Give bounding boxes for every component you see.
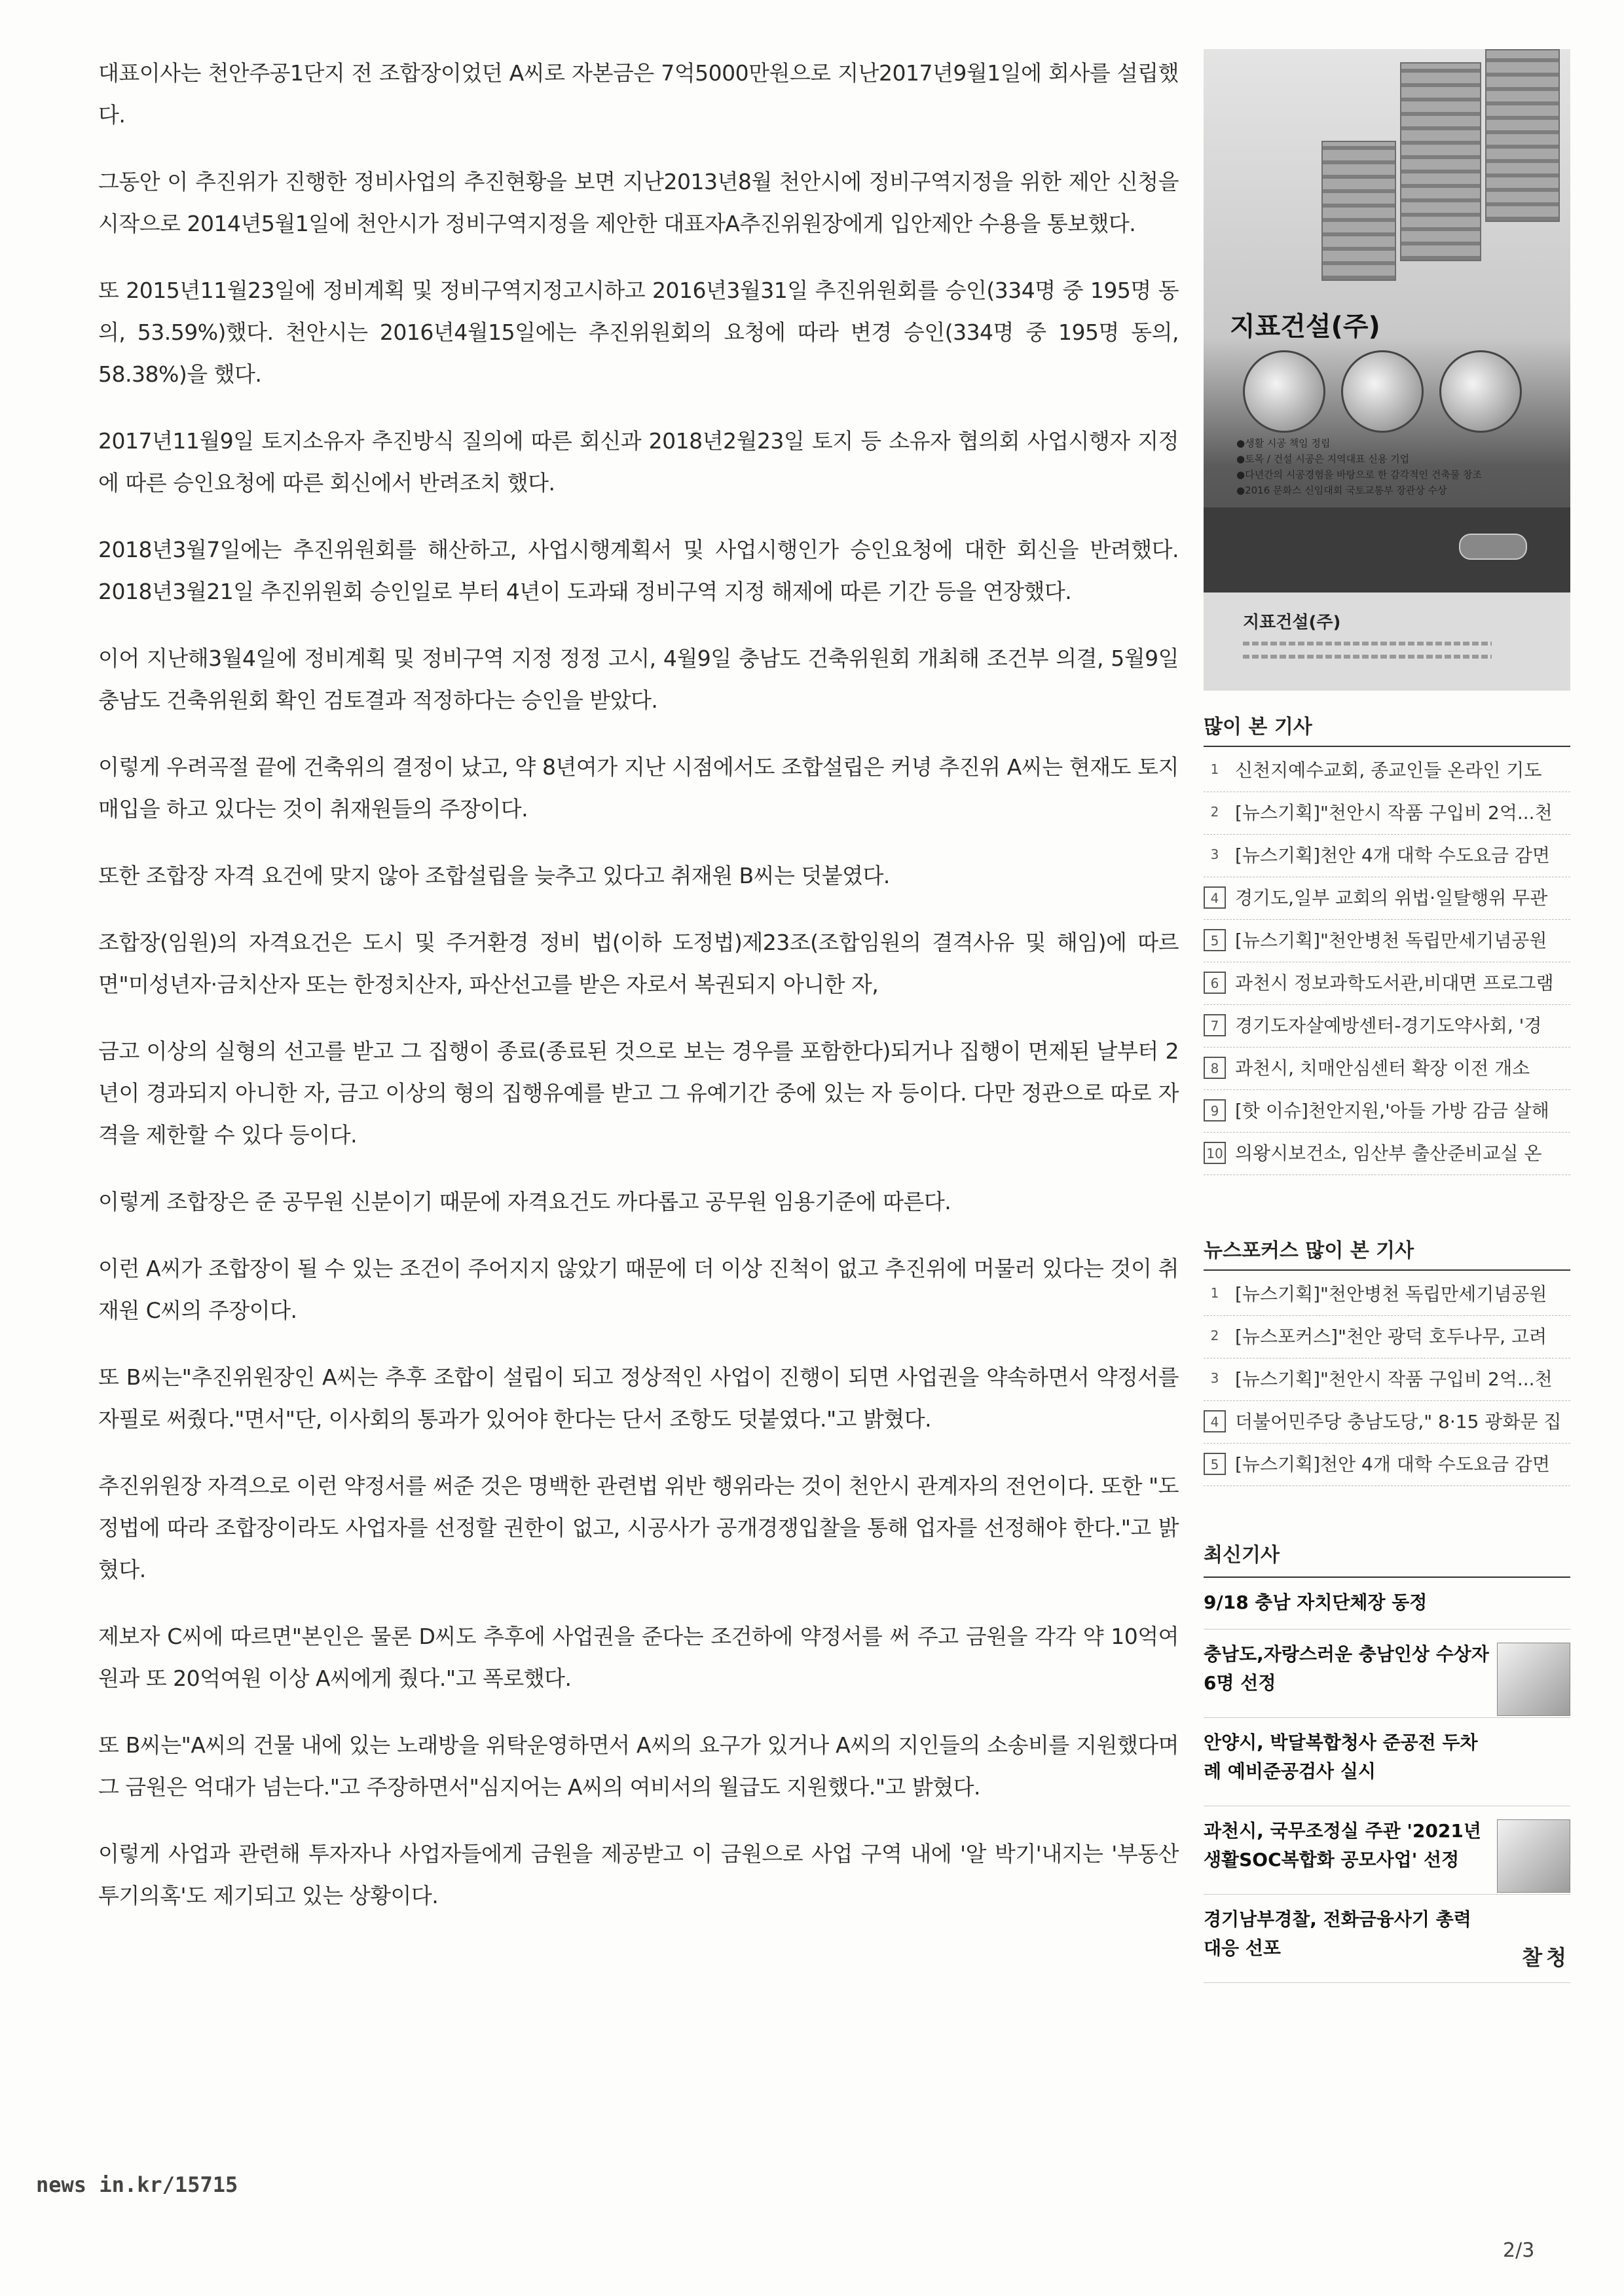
latest-item[interactable] — [1204, 1806, 1570, 1895]
article-paragraph: 조합장(임원)의 자격요건은 도시 및 주거환경 정비 법(이하 도정법)제23조(조합임원의 결격사유 및 해임)에 따르면"미성년자·금치산자 또는 한정치산자, 파산선고를 받은 자로서 복권되지 아니한 자, — [98, 930, 1179, 997]
list-item-title: [뉴스기획]천안 4개 대학 수도요금 감면 — [1235, 845, 1550, 866]
advertisement-banner[interactable] — [1204, 49, 1570, 691]
ad-footer-line — [1243, 642, 1492, 646]
article-paragraph: 2018년3월7일에는 추진위원회를 해산하고, 사업시행계획서 및 사업시행인가 승인요청에 대한 회신을 반려했다. 2018년3월21일 추진위원회 승인일로 부터 4년이 도과돼 정비구역 지정 해제에 따른 기간 등을 연장했다. — [98, 537, 1179, 604]
rank-number: 7 — [1204, 1014, 1226, 1036]
list-item[interactable] — [1204, 877, 1570, 920]
latest-item-title: 충남도,자랑스러운 충남인상 수상자 6명 선정 — [1204, 1643, 1489, 1694]
list-item-title: [뉴스기획]천안 4개 대학 수도요금 감면 — [1235, 1453, 1550, 1475]
building-image — [1400, 62, 1481, 261]
rank-number: 3 — [1210, 847, 1219, 862]
article-paragraph: 대표이사는 천안주공1단지 전 조합장이었던 A씨로 자본금은 7억5000만원으로 지난2017년9월1일에 회사를 설립했다. — [98, 60, 1179, 128]
article-paragraph: 또 B씨는"A씨의 건물 내에 있는 노래방을 위탁운영하면서 A씨의 요구가 있거나 A씨의 지인들의 소송비를 지원했다며 그 금원은 억대가 넘는다."고 주장하면서"심지어는 A씨의 여비서의 월급도 지원했다."고 밝혔다. — [98, 1732, 1179, 1800]
ad-footer-line — [1243, 655, 1492, 659]
latest-item-title: 9/18 충남 자치단체장 동정 — [1204, 1592, 1428, 1613]
rank-number: 5 — [1204, 1453, 1226, 1475]
focus-most-viewed-list — [1204, 1273, 1570, 1486]
ad-circle — [1243, 350, 1325, 433]
list-item[interactable] — [1204, 1005, 1570, 1048]
list-item-title: 과천시, 치매안심센터 확장 이전 개소 — [1235, 1057, 1530, 1079]
latest-thumbnail[interactable] — [1497, 1643, 1570, 1716]
rank-number: 4 — [1204, 886, 1226, 909]
list-item[interactable] — [1204, 1133, 1570, 1175]
list-item[interactable] — [1204, 1401, 1570, 1444]
list-item-title: [뉴스기획]"천안시 작품 구입비 2억...천 — [1235, 1368, 1553, 1390]
rank-number: 4 — [1204, 1410, 1226, 1432]
footer-url: news in.kr/15715 — [36, 2172, 238, 2197]
list-item-title: [핫 이슈]천안지원,'아들 가방 감금 살해 — [1235, 1100, 1549, 1121]
ad-circle — [1439, 350, 1522, 433]
list-item[interactable] — [1204, 835, 1570, 877]
article-paragraph: 금고 이상의 실형의 선고를 받고 그 집행이 종료(종료된 것으로 보는 경우를 포함한다)되거나 집행이 면제된 날부터 2년이 경과되지 아니한 자, 금고 이상의 형의 집행유예를 받고 그 유예기간 중에 있는 자 등이다. 다만 정관으로 따로 자격을 제한할 수 있다 등이다. — [98, 1038, 1179, 1148]
rank-number: 5 — [1204, 929, 1226, 951]
ad-bullet: ●다년간의 시공경험을 바탕으로 한 감각적인 건축물 창조 — [1236, 469, 1482, 481]
rank-number: 3 — [1210, 1370, 1219, 1386]
rank-number: 6 — [1204, 972, 1226, 994]
article-paragraph: 또한 조합장 자격 요건에 맞지 않아 조합설립을 늦추고 있다고 취재원 B씨는 덧붙였다. — [98, 863, 890, 888]
building-image — [1485, 49, 1560, 222]
list-item[interactable] — [1204, 1090, 1570, 1133]
building-image — [1321, 141, 1396, 281]
list-item-title: 과천시 정보과학도서관,비대면 프로그램 — [1235, 972, 1554, 994]
ad-pill-button — [1459, 534, 1527, 560]
ad-bullets — [1236, 435, 1564, 498]
article-body — [98, 52, 1179, 1942]
latest-item[interactable] — [1204, 1630, 1570, 1718]
ad-circle — [1341, 350, 1424, 433]
ad-bullet: ●토목 / 건설 시공은 지역대표 신용 기업 — [1236, 453, 1410, 465]
article-paragraph: 이런 A씨가 조합장이 될 수 있는 조건이 주어지지 않았기 때문에 더 이상 진척이 없고 추진위에 머물러 있다는 것이 취재원 C씨의 주장이다. — [98, 1256, 1179, 1323]
latest-item[interactable] — [1204, 1718, 1570, 1806]
latest-item-title: 안양시, 박달복합청사 준공전 두차례 예비준공검사 실시 — [1204, 1732, 1478, 1782]
article-paragraph: 이어 지난해3월4일에 정비계획 및 정비구역 지정 정정 고시, 4월9일 충남도 건축위원회 개최해 조건부 의결, 5월9일 충남도 건축위원회 확인 검토결과 적정하다는 승인을 받았다. — [98, 646, 1179, 713]
article-paragraph: 제보자 C씨에 따르면"본인은 물론 D씨도 추후에 사업권을 준다는 조건하에 약정서를 써 주고 금원을 각각 약 10억여원과 또 20억여원 이상 A씨에게 줬다."고 폭로했다. — [98, 1624, 1179, 1691]
list-item-title: 경기도자살예방센터-경기도약사회, '경 — [1235, 1015, 1542, 1036]
latest-item-title: 과천시, 국무조정실 주관 '2021년 생활SOC복합화 공모사업' 선정 — [1204, 1820, 1481, 1870]
most-viewed-title: 많이 본 기사 — [1204, 705, 1570, 747]
article-paragraph: 이렇게 사업과 관련해 투자자나 사업자들에게 금원을 제공받고 이 금원으로 사업 구역 내에 '알 박기'내지는 '부동산 투기의혹'도 제기되고 있는 상황이다. — [98, 1841, 1179, 1908]
rank-number: 2 — [1210, 1328, 1219, 1343]
rank-number: 1 — [1210, 1285, 1219, 1301]
ad-bullet: ●생활 시공 책임 정립 — [1236, 437, 1331, 449]
ad-circle-images — [1243, 350, 1531, 429]
latest-item[interactable] — [1204, 1895, 1570, 1983]
list-item-title: 더불어민주당 충남도당," 8·15 광화문 집 — [1235, 1411, 1562, 1432]
rank-number: 2 — [1210, 804, 1219, 820]
article-paragraph: 이렇게 조합장은 준 공무원 신분이기 때문에 자격요건도 까다롭고 공무원 임용기준에 따른다. — [98, 1189, 951, 1214]
list-item[interactable] — [1204, 1048, 1570, 1090]
rank-number: 8 — [1204, 1057, 1226, 1079]
list-item-title: [뉴스기획]"천안병천 독립만세기념공원 — [1235, 930, 1547, 951]
list-item[interactable] — [1204, 750, 1570, 792]
ad-footer-brand: 지표건설(주) — [1243, 613, 1341, 632]
list-item-title: 신천지예수교회, 종교인들 온라인 기도 — [1235, 759, 1542, 781]
list-item[interactable] — [1204, 1273, 1570, 1316]
latest-thumbnail[interactable] — [1497, 1819, 1570, 1893]
list-item[interactable] — [1204, 792, 1570, 835]
article-paragraph: 또 B씨는"추진위원장인 A씨는 추후 조합이 설립이 되고 정상적인 사업이 진행이 되면 사업권을 약속하면서 약정서를 자필로 써줬다."면서"단, 이사회의 통과가 있어야 한다는 단서 조항도 덧붙였다."고 밝혔다. — [98, 1364, 1179, 1432]
latest-item-title: 경기남부경찰, 전화금융사기 총력 대응 선포 — [1204, 1908, 1471, 1959]
latest-thumbnail-text: 찰청 — [1522, 1945, 1570, 1970]
list-item[interactable] — [1204, 1444, 1570, 1486]
section-gap — [1204, 1486, 1570, 1525]
latest-item[interactable] — [1204, 1578, 1570, 1630]
page-number: 2/3 — [1503, 2239, 1535, 2262]
focus-most-viewed-title: 뉴스포커스 많이 본 기사 — [1204, 1229, 1570, 1271]
ad-bullet: ●2016 문화스 신임대회 국토교통부 장관상 수상 — [1236, 484, 1447, 496]
list-item-title: 경기도,일부 교회의 위법·일탈행위 무관 — [1235, 887, 1548, 909]
article-paragraph: 또 2015년11월23일에 정비계획 및 정비구역지정고시하고 2016년3월31일 추진위원회를 승인(334명 중 195명 동의, 53.59%)했다. 천안시는 2016년4월15일에는 추진위원회의 요청에 따라 변경 승인(334명 중 195명 동의, 58.38%)을 했다. — [98, 278, 1179, 387]
list-item[interactable] — [1204, 1358, 1570, 1401]
article-paragraph: 그동안 이 추진위가 진행한 정비사업의 추진현황을 보면 지난2013년8월 천안시에 정비구역지정을 위한 제안 신청을 시작으로 2014년5월1일에 천안시가 정비구역지정을 제안한 대표자A추진위원장에게 입안제안 수용을 통보했다. — [98, 169, 1179, 236]
article-paragraph: 이렇게 우려곡절 끝에 건축위의 결정이 났고, 약 8년여가 지난 시점에서도 조합설립은 커녕 추진위 A씨는 현재도 토지매입을 하고 있다는 것이 취재원들의 주장이다. — [98, 754, 1179, 822]
list-item-title: [뉴스포커스]"천안 광덕 호두나무, 고려 — [1235, 1326, 1547, 1347]
list-item[interactable] — [1204, 962, 1570, 1005]
list-item[interactable] — [1204, 1316, 1570, 1358]
section-gap — [1204, 1175, 1570, 1214]
most-viewed-list — [1204, 750, 1570, 1175]
list-item[interactable] — [1204, 920, 1570, 962]
latest-title: 최신기사 — [1204, 1532, 1570, 1578]
sidebar — [1204, 49, 1570, 1983]
article-paragraph: 추진위원장 자격으로 이런 약정서를 써준 것은 명백한 관련법 위반 행위라는 것이 천안시 관계자의 전언이다. 또한 "도정법에 따라 조합장이라도 사업자를 선정할 권한이 없고, 시공사가 공개경쟁입찰을 통해 업자를 선정해야 한다."고 밝혔다. — [98, 1473, 1179, 1582]
rank-number: 9 — [1204, 1099, 1226, 1121]
rank-number: 10 — [1204, 1142, 1226, 1164]
list-item-title: [뉴스기획]"천안시 작품 구입비 2억...천 — [1235, 802, 1553, 824]
ad-brand: 지표건설(주) — [1230, 312, 1380, 342]
article-paragraph: 2017년11월9일 토지소유자 추진방식 질의에 따른 회신과 2018년2월23일 토지 등 소유자 협의회 사업시행자 지정에 따른 승인요청에 따른 회신에서 반려조치 했다. — [98, 428, 1179, 496]
list-item-title: 의왕시보건소, 임산부 출산준비교실 온 — [1235, 1142, 1542, 1164]
list-item-title: [뉴스기획]"천안병천 독립만세기념공원 — [1235, 1283, 1547, 1305]
rank-number: 1 — [1210, 761, 1219, 777]
